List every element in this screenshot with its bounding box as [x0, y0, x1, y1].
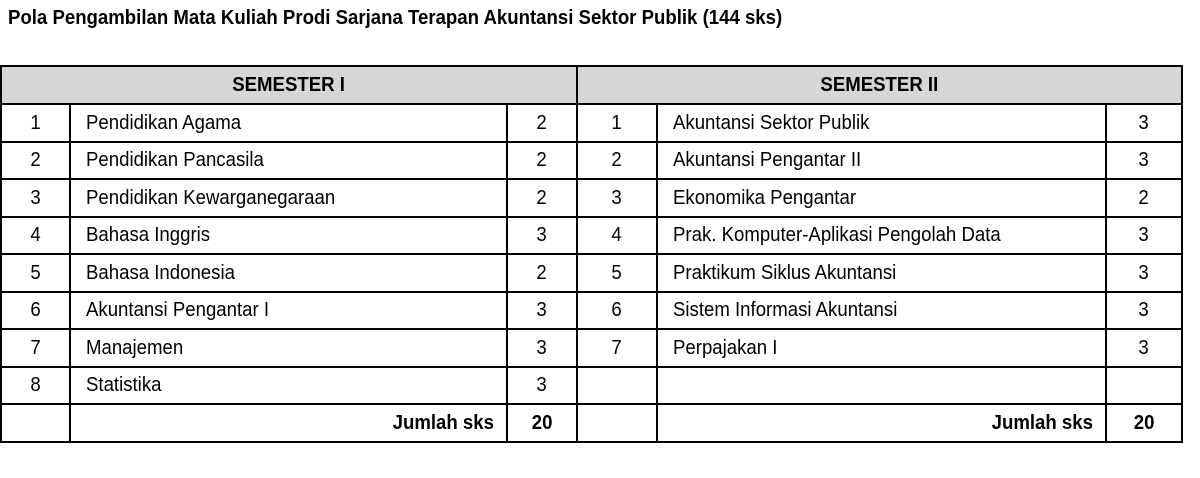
table-row: [1, 217, 1182, 255]
semester1-course-no: [1, 292, 70, 330]
semester2-course-name: [657, 329, 1106, 367]
semester1-course-sks-text: 2: [536, 149, 548, 172]
semester2-course-name: [657, 292, 1106, 330]
semester2-header: [577, 66, 1182, 104]
semester1-total-empty-cell: [1, 404, 70, 442]
semester2-course-name-text: Akuntansi Pengantar II: [673, 149, 862, 172]
table-row: [1, 292, 1182, 330]
semester2-course-sks: [1106, 104, 1182, 142]
table-row: [1, 179, 1182, 217]
semester1-course-name: [70, 217, 507, 255]
semester1-course-no: [1, 217, 70, 255]
semester1-course-no-text: 4: [30, 224, 41, 247]
semester1-course-no-text: 1: [30, 111, 41, 134]
semester2-course-no-text: 6: [611, 299, 623, 322]
semester2-course-no-text: 2: [611, 149, 623, 172]
semester1-total-value-text: 20: [531, 411, 553, 434]
semester2-course-name-text: Sistem Informasi Akuntansi: [673, 299, 898, 322]
semester1-course-name: [70, 292, 507, 330]
semester1-course-name-text: Akuntansi Pengantar I: [86, 299, 270, 322]
semester2-total-value-text: 20: [1133, 411, 1155, 434]
semester2-course-sks: [1106, 292, 1182, 330]
semester1-course-name-text: Statistika: [86, 374, 162, 397]
semester1-course-no: [1, 104, 70, 142]
semester1-header: [1, 66, 577, 104]
semester2-course-sks: [1106, 142, 1182, 180]
table-row: [1, 142, 1182, 180]
semester2-course-sks: [1106, 217, 1182, 255]
semester1-course-sks-text: 2: [536, 186, 548, 209]
semester1-course-name-text: Pendidikan Agama: [86, 111, 242, 134]
semester1-course-sks: [507, 217, 577, 255]
course-table: [0, 65, 1183, 443]
semester1-course-no-text: 3: [30, 186, 41, 209]
semester1-course-name-text: Bahasa Inggris: [86, 224, 211, 247]
table-row: [1, 104, 1182, 142]
semester-header-row: [1, 66, 1182, 104]
semester1-total-value: [507, 404, 577, 442]
semester1-course-sks: [507, 292, 577, 330]
semester2-course-name-text: Praktikum Siklus Akuntansi: [673, 261, 897, 284]
semester1-course-name: [70, 142, 507, 180]
semester2-total-empty-cell: [577, 404, 657, 442]
semester2-course-name: [657, 254, 1106, 292]
semester1-course-no: [1, 329, 70, 367]
semester2-course-sks-text: 3: [1138, 336, 1150, 359]
semester1-course-sks: [507, 329, 577, 367]
semester2-course-name-text: Akuntansi Sektor Publik: [673, 111, 870, 134]
semester2-course-no: [577, 217, 657, 255]
semester2-course-name-text: Perpajakan I: [673, 336, 778, 359]
semester1-course-no-text: 8: [30, 374, 41, 397]
semester2-course-sks-text: 3: [1138, 224, 1150, 247]
document-title: Pola Pengambilan Mata Kuliah Prodi Sarjana Terapan Akuntansi Sektor Publik (144 sks): [8, 7, 783, 29]
semester1-course-no-text: 6: [30, 299, 41, 322]
semester2-course-no: [577, 142, 657, 180]
semester2-course-no: [577, 254, 657, 292]
semester1-course-no-text: 7: [30, 336, 41, 359]
semester2-course-no-text: 5: [611, 261, 623, 284]
semester2-course-name-text: Ekonomika Pengantar: [673, 186, 857, 209]
semester2-course-sks-text: 3: [1138, 261, 1150, 284]
semester2-course-no-text: 7: [611, 336, 623, 359]
semester1-course-no-text: 5: [30, 261, 41, 284]
semester2-course-name: [657, 142, 1106, 180]
semester1-course-name-text: Bahasa Indonesia: [86, 261, 235, 284]
semester2-course-sks-text: 3: [1138, 149, 1150, 172]
semester2-course-sks: [1106, 367, 1182, 405]
semester1-course-sks-text: 2: [536, 111, 548, 134]
semester1-course-sks-text: 2: [536, 261, 548, 284]
semester2-course-no: [577, 329, 657, 367]
semester1-course-sks: [507, 104, 577, 142]
semester2-course-no-text: 3: [611, 186, 623, 209]
table-row: [1, 367, 1182, 405]
semester2-course-no: [577, 367, 657, 405]
semester2-course-sks: [1106, 329, 1182, 367]
semester2-course-sks-text: 2: [1138, 186, 1150, 209]
semester2-course-no: [577, 104, 657, 142]
semester1-course-name: [70, 329, 507, 367]
semester1-course-sks: [507, 367, 577, 405]
semester2-course-name: [657, 367, 1106, 405]
semester1-header-label: SEMESTER I: [232, 74, 346, 96]
semester1-course-sks-text: 3: [536, 374, 548, 397]
semester1-total-label: [70, 404, 507, 442]
semester1-course-sks-text: 3: [536, 299, 548, 322]
semester1-course-name: [70, 104, 507, 142]
semester1-course-sks-text: 3: [536, 336, 548, 359]
semester1-course-no: [1, 367, 70, 405]
semester2-course-sks: [1106, 254, 1182, 292]
semester1-total-label-text: Jumlah sks: [392, 411, 494, 434]
semester2-course-no-text: 1: [611, 111, 623, 134]
semester2-total-label: [657, 404, 1106, 442]
semester2-course-no: [577, 179, 657, 217]
semester1-course-name-text: Pendidikan Kewarganegaraan: [86, 186, 336, 209]
semester2-course-sks: [1106, 179, 1182, 217]
semester2-course-name-text: Prak. Komputer-Aplikasi Pengolah Data: [673, 224, 1001, 247]
semester1-course-name: [70, 179, 507, 217]
semester1-course-sks: [507, 179, 577, 217]
semester2-course-name: [657, 217, 1106, 255]
semester2-course-name: [657, 104, 1106, 142]
semester1-course-no: [1, 142, 70, 180]
semester1-course-name: [70, 254, 507, 292]
semester1-course-no: [1, 179, 70, 217]
semester1-course-no-text: 2: [30, 149, 41, 172]
semester1-course-name-text: Pendidikan Pancasila: [86, 149, 264, 172]
semester2-header-label: SEMESTER II: [820, 74, 939, 96]
semester1-course-name: [70, 367, 507, 405]
semester2-course-name: [657, 179, 1106, 217]
semester2-course-sks-text: 3: [1138, 111, 1150, 134]
semester2-course-no: [577, 292, 657, 330]
semester1-course-sks: [507, 254, 577, 292]
semester2-total-label-text: Jumlah sks: [991, 411, 1093, 434]
semester2-course-sks-text: 3: [1138, 299, 1150, 322]
semester2-total-value: [1106, 404, 1182, 442]
total-row: [1, 404, 1182, 442]
semester1-course-name-text: Manajemen: [86, 336, 184, 359]
semester1-course-sks-text: 3: [536, 224, 548, 247]
semester2-course-no-text: 4: [611, 224, 623, 247]
semester1-course-sks: [507, 142, 577, 180]
table-row: [1, 329, 1182, 367]
semester1-course-no: [1, 254, 70, 292]
table-row: [1, 254, 1182, 292]
